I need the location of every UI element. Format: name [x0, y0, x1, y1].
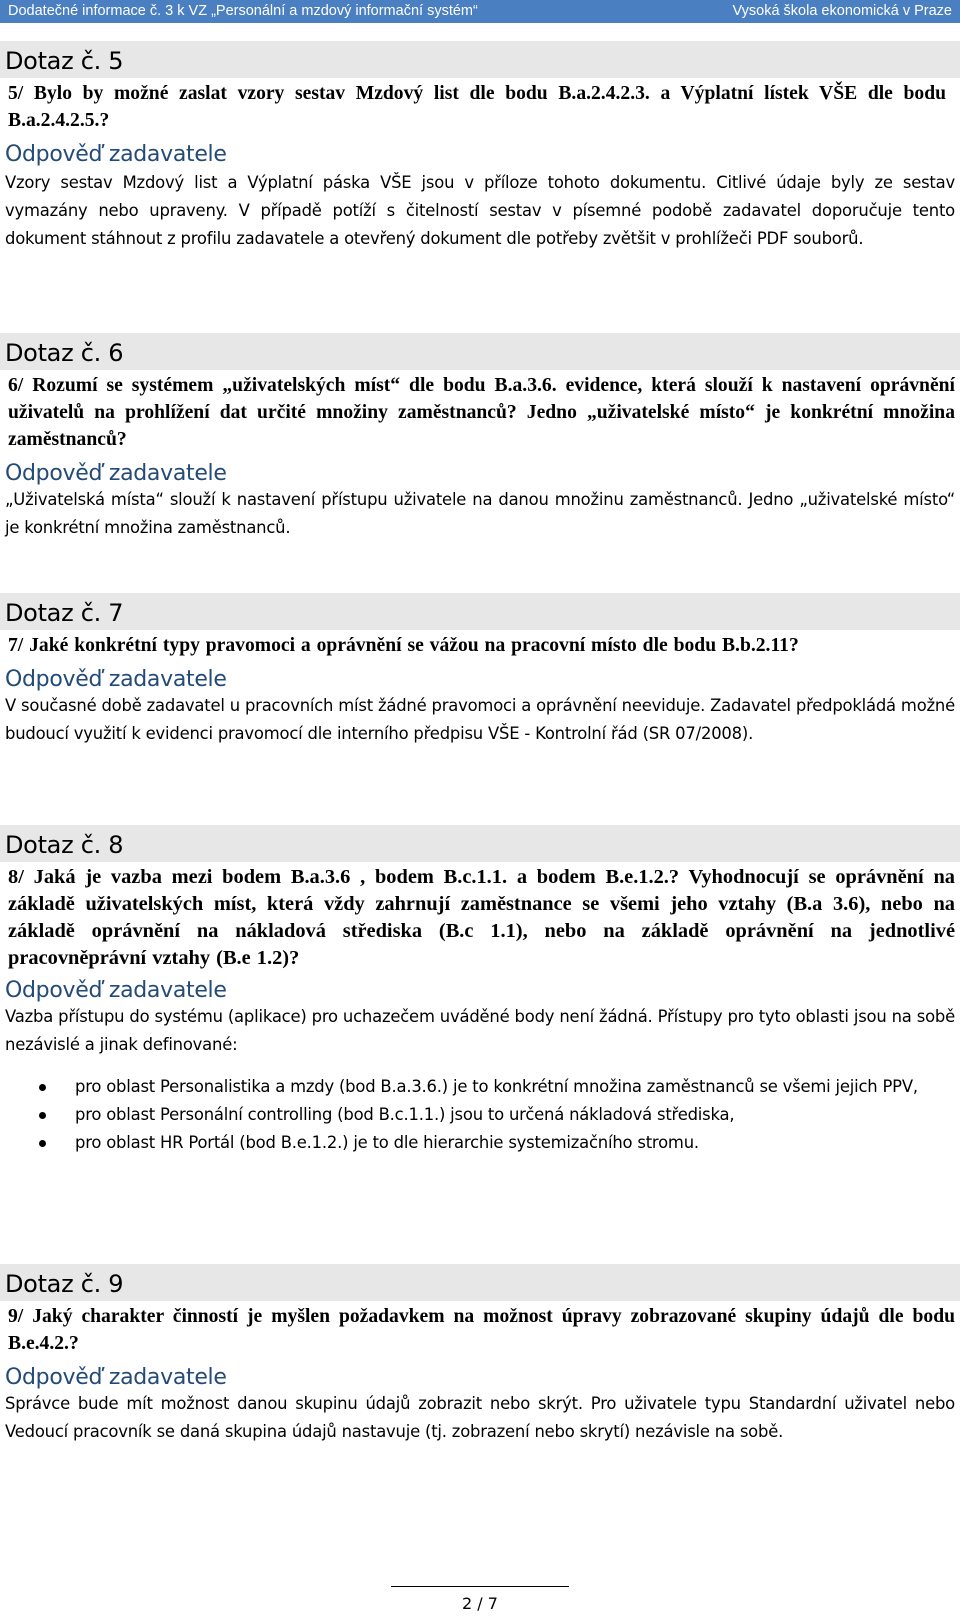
- dotaz-heading: Dotaz č. 7: [0, 593, 960, 630]
- answer-heading: Odpověď zadavatele: [5, 667, 227, 692]
- list-item: [0, 1101, 960, 1129]
- page-header: [0, 0, 960, 23]
- section-dotaz-8: [0, 825, 960, 1157]
- answer-heading: Odpověď zadavatele: [5, 142, 227, 167]
- bullet-icon: [39, 1140, 46, 1147]
- dotaz-heading: Dotaz č. 5: [0, 41, 960, 78]
- list-item-text: pro oblast HR Portál (bod B.e.1.2.) je to dle hierarchie systemizačního stromu.: [75, 1133, 699, 1152]
- question-text: 7/ Jaké konkrétní typy pravomoci a oprávnění se vážou na pracovní místo dle bodu B.b.2.11?: [8, 635, 799, 656]
- answer-heading: Odpověď zadavatele: [5, 978, 227, 1003]
- bullet-icon: [39, 1112, 46, 1119]
- answer-text: V současné době zadavatel u pracovních míst žádné pravomoci a oprávnění neeviduje. Zadavatel předpokládá možné budoucí využití k evidenci pravomocí dle interního předpisu VŠE - Kontrolní řád (SR 07/2008).: [5, 696, 955, 743]
- footer-divider: [391, 1586, 569, 1587]
- section-dotaz-9: [0, 1264, 960, 1446]
- header-organization: Vysoká škola ekonomická v Praze: [732, 3, 952, 19]
- list-item-text: pro oblast Personální controlling (bod B.c.1.1.) jsou to určená nákladová střediska,: [75, 1105, 735, 1124]
- question-text: 8/ Jaká je vazba mezi bodem B.a.3.6 , bodem B.c.1.1. a bodem B.e.1.2.? Vyhodnocují se oprávnění na základě uživatelských míst, která vždy zahrnují zaměstnance se všemi jeho vztahy (B.a 3.6), nebo na základě oprávnění na nákladová střediska (B.c 1.1), nebo na základě oprávnění na jednotlivé pracovněprávní vztahy (B.e 1.2)?: [8, 866, 955, 969]
- question-text: 5/ Bylo by možné zaslat vzory sestav Mzdový list dle bodu B.a.2.4.2.3. a Výplatní lístek VŠE dle bodu B.a.2.4.2.5.?: [8, 83, 946, 131]
- answer-text: Vazba přístupu do systému (aplikace) pro uchazečem uváděné body není žádná. Přístupy pro tyto oblasti jsou na sobě nezávislé a jinak definované:: [5, 1007, 955, 1054]
- answer-text: Vzory sestav Mzdový list a Výplatní páska VŠE jsou v příloze tohoto dokumentu. Citlivé údaje byly ze sestav vymazány nebo upraveny. V případě potíží s čitelností sestav v písemné podobě zadavatel doporučuje tento dokument stáhnout z profilu zadavatele a otevřený dokument dle potřeby zvětšit v prohlížeči PDF souborů.: [5, 173, 955, 248]
- bullet-icon: [39, 1084, 46, 1091]
- dotaz-heading: Dotaz č. 6: [0, 333, 960, 370]
- header-title: Dodatečné informace č. 3 k VZ „Personální a mzdový informační systém“: [8, 3, 478, 19]
- question-text: 9/ Jaký charakter činností je myšlen požadavkem na možnost úpravy zobrazované skupiny údajů dle bodu B.e.4.2.?: [8, 1306, 955, 1354]
- answer-text: „Uživatelská místa“ slouží k nastavení přístupu uživatele na danou množinu zaměstnanců. Jedno „uživatelské místo“ je konkrétní množina zaměstnanců.: [5, 490, 955, 537]
- page-number: 2 / 7: [462, 1594, 498, 1613]
- answer-heading: Odpověď zadavatele: [5, 461, 227, 486]
- question-text: 6/ Rozumí se systémem „uživatelských míst“ dle bodu B.a.3.6. evidence, která slouží k nastavení oprávnění uživatelů na prohlížení dat určité množiny zaměstnanců? Jedno „uživatelské místo“ je konkrétní množina zaměstnanců?: [8, 375, 955, 450]
- list-item-text: pro oblast Personalistika a mzdy (bod B.a.3.6.) je to konkrétní množina zaměstnanců se všemi jejich PPV,: [75, 1077, 918, 1096]
- dotaz-heading: Dotaz č. 9: [0, 1264, 960, 1301]
- answer-heading: Odpověď zadavatele: [5, 1365, 227, 1390]
- list-item: [0, 1129, 960, 1157]
- bullet-list: [0, 1073, 960, 1157]
- section-dotaz-5: [0, 41, 960, 253]
- answer-text: Správce bude mít možnost danou skupinu údajů zobrazit nebo skrýt. Pro uživatele typu Standardní uživatel nebo Vedoucí pracovník se daná skupina údajů nastavuje (tj. zobrazení nebo skrytí) nezávisle na sobě.: [5, 1394, 955, 1441]
- list-item: [0, 1073, 960, 1101]
- section-dotaz-7: [0, 593, 960, 748]
- section-dotaz-6: [0, 333, 960, 542]
- dotaz-heading: Dotaz č. 8: [0, 825, 960, 862]
